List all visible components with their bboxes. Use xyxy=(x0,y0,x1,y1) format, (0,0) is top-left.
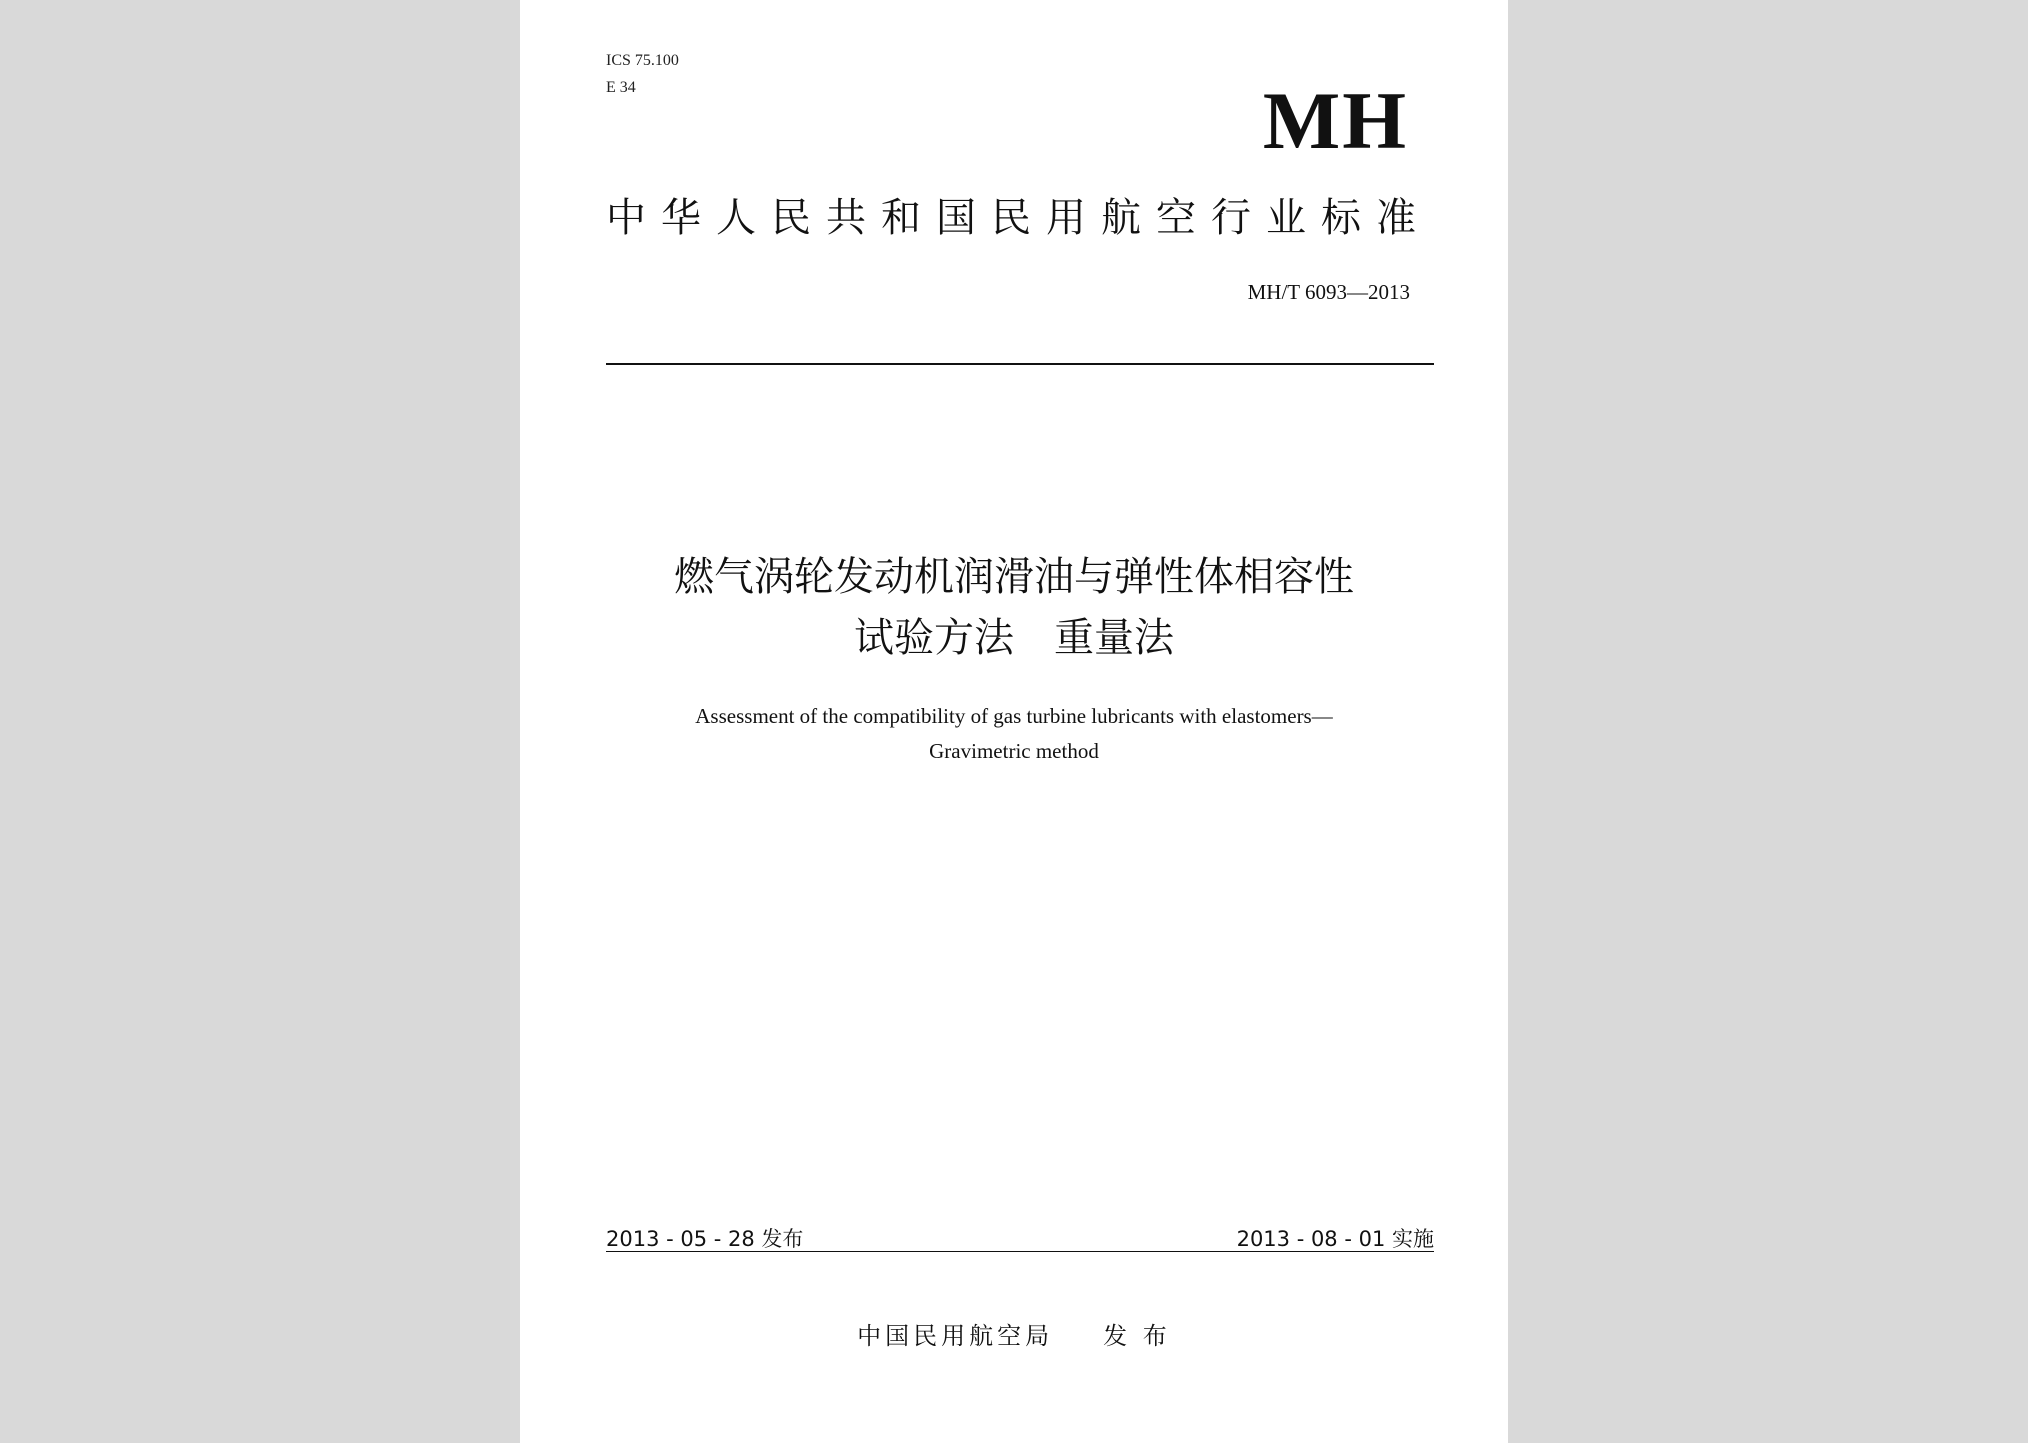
standard-category-title: 中华人民共和国民用航空行业标准 xyxy=(606,195,1431,241)
english-title-line-2: Gravimetric method xyxy=(929,739,1099,763)
chinese-title-line-1: 燃气涡轮发动机润滑油与弹性体相容性 xyxy=(674,554,1354,600)
mh-logo: MH xyxy=(1262,75,1408,166)
publisher-name: 中国民用航空局 xyxy=(857,1322,1054,1350)
english-title-line-1: Assessment of the compatibility of gas turbine lubricants with elastomers— xyxy=(695,704,1333,728)
standard-number: MH/T 6093—2013 xyxy=(1247,280,1410,304)
publisher-line xyxy=(520,1316,1508,1351)
chinese-title-line-2: 试验方法 重量法 xyxy=(854,615,1174,661)
ics-code: ICS 75.100 xyxy=(606,52,679,69)
publisher-action: 发 布 xyxy=(1103,1322,1171,1350)
implementation-date: 2013 - 08 - 01 实施 xyxy=(1236,1227,1434,1251)
bottom-divider xyxy=(606,1251,1434,1252)
top-divider xyxy=(606,363,1434,365)
issue-date: 2013 - 05 - 28 发布 xyxy=(606,1227,804,1251)
ccs-code: E 34 xyxy=(606,79,636,96)
standard-cover-page xyxy=(520,0,1508,1443)
